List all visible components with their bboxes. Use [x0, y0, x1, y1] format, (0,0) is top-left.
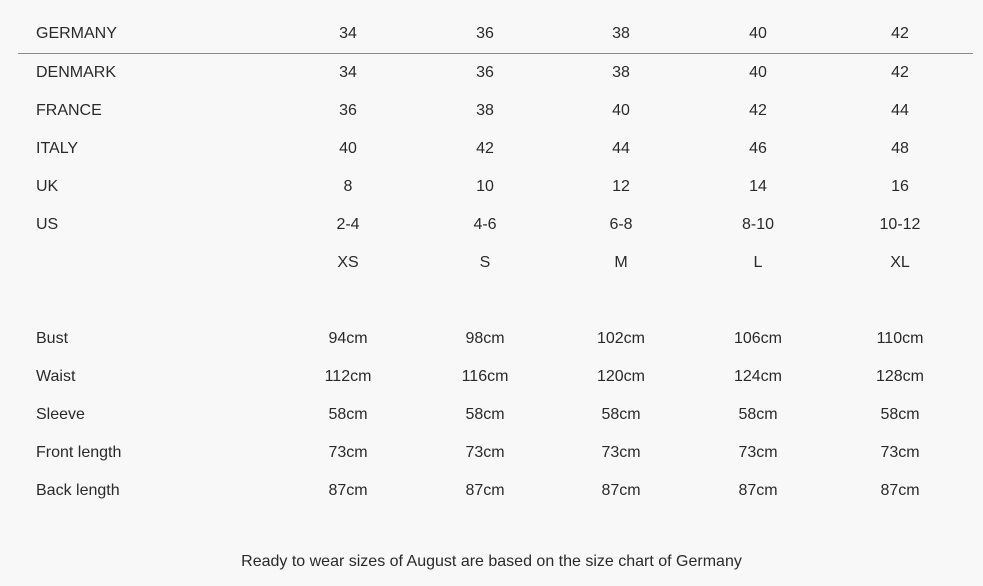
table-cell: 34 — [339, 64, 357, 81]
row-label: Waist — [36, 368, 76, 385]
table-row — [18, 168, 973, 206]
table-row — [18, 434, 973, 472]
table-cell: 6-8 — [609, 216, 633, 233]
table-cell: 58cm — [465, 406, 505, 423]
table-cell: 73cm — [465, 444, 505, 461]
table-cell: 58cm — [328, 406, 368, 423]
table-cell: 73cm — [738, 444, 778, 461]
table-cell: M — [614, 254, 628, 271]
table-cell: 73cm — [601, 444, 641, 461]
table-cell: 42 — [891, 25, 909, 42]
table-cell: 36 — [339, 102, 357, 119]
table-cell: 2-4 — [336, 216, 360, 233]
table-cell: 87cm — [880, 482, 920, 499]
table-cell: 73cm — [328, 444, 368, 461]
row-label: Back length — [36, 482, 120, 499]
table-cell: 38 — [612, 64, 630, 81]
table-cell: 110cm — [876, 330, 924, 347]
table-cell: 58cm — [601, 406, 641, 423]
table-cell: 36 — [476, 25, 494, 42]
size-chart-footnote: Ready to wear sizes of August are based on the size chart of Germany — [241, 553, 742, 570]
table-cell: 87cm — [328, 482, 368, 499]
table-cell: 36 — [476, 64, 494, 81]
table-row — [18, 206, 973, 244]
table-row — [18, 54, 973, 92]
table-cell: 87cm — [465, 482, 505, 499]
table-cell: 42 — [891, 64, 909, 81]
table-row — [18, 320, 973, 358]
table-cell: 42 — [476, 140, 494, 157]
table-cell: 120cm — [596, 368, 646, 385]
row-label: US — [36, 216, 59, 233]
row-label: Bust — [36, 330, 69, 347]
table-cell: 106cm — [733, 330, 783, 347]
table-cell: XL — [890, 254, 910, 271]
table-cell: 14 — [749, 178, 767, 195]
table-cell: 98cm — [465, 330, 505, 347]
table-row — [18, 472, 973, 510]
table-cell: 44 — [891, 102, 909, 119]
table-cell: 38 — [476, 102, 494, 119]
table-row — [18, 92, 973, 130]
table-cell: 40 — [612, 102, 630, 119]
row-label: Sleeve — [36, 406, 85, 423]
table-cell: XS — [337, 254, 359, 271]
table-cell: 38 — [612, 25, 630, 42]
table-cell: 58cm — [738, 406, 778, 423]
table-cell: 8 — [343, 178, 353, 195]
table-row-letter-sizes — [18, 244, 973, 282]
table-row — [18, 396, 973, 434]
table-cell: 124cm — [733, 368, 783, 385]
table-cell: 40 — [749, 64, 767, 81]
table-cell: 112cm — [324, 368, 372, 385]
table-cell: 58cm — [880, 406, 920, 423]
table-cell: 46 — [749, 140, 767, 157]
section-spacer — [18, 282, 973, 320]
table-cell: 16 — [891, 178, 909, 195]
row-label: Front length — [36, 444, 122, 461]
row-label: ITALY — [36, 140, 79, 157]
table-cell: S — [479, 254, 491, 271]
table-row — [18, 130, 973, 168]
table-cell: 10-12 — [879, 216, 921, 233]
table-cell: 40 — [749, 25, 767, 42]
table-header-row — [18, 15, 973, 54]
table-cell: 8-10 — [741, 216, 775, 233]
table-row — [18, 358, 973, 396]
table-cell: 73cm — [880, 444, 920, 461]
table-cell: 34 — [339, 25, 357, 42]
table-cell: 94cm — [328, 330, 368, 347]
table-cell: 44 — [612, 140, 630, 157]
table-cell: 12 — [612, 178, 630, 195]
row-label: DENMARK — [36, 64, 117, 81]
table-cell: 102cm — [596, 330, 646, 347]
row-label: UK — [36, 178, 59, 195]
table-cell: L — [753, 254, 763, 271]
table-cell: 128cm — [875, 368, 925, 385]
table-cell: 4-6 — [473, 216, 497, 233]
table-cell: 48 — [891, 140, 909, 157]
table-cell: 87cm — [601, 482, 641, 499]
table-cell: 116cm — [461, 368, 509, 385]
table-cell: 87cm — [738, 482, 778, 499]
row-label: FRANCE — [36, 102, 102, 119]
row-label: GERMANY — [36, 25, 117, 42]
size-chart-table — [18, 15, 973, 510]
table-cell: 40 — [339, 140, 357, 157]
table-cell: 42 — [749, 102, 767, 119]
table-cell: 10 — [476, 178, 494, 195]
